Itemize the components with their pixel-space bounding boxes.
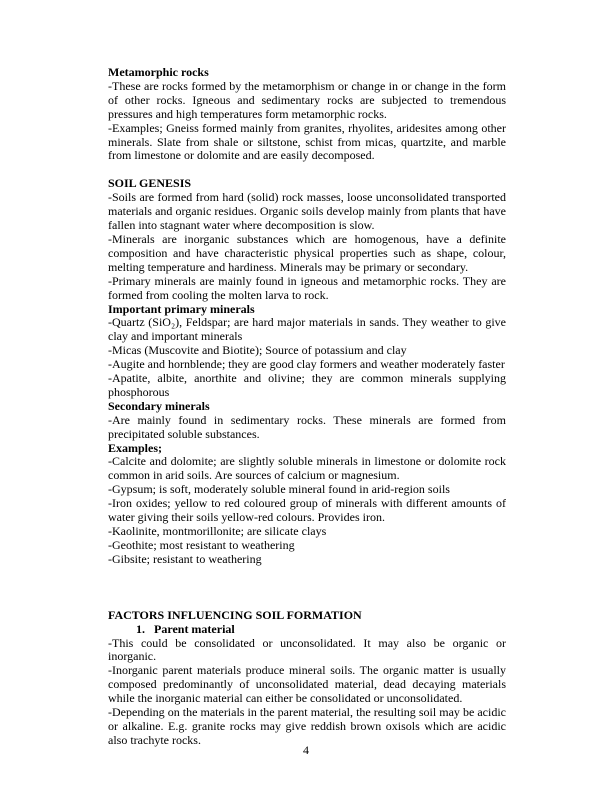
paragraph: -Gibsite; resistant to weathering (108, 551, 262, 566)
paragraph: -Depending on the materials in the parent material, the resulting soil may be acidic or alkaline. E.g. granite rocks may give reddish brown oxisols which are acidic also trachyte rocks. (108, 705, 506, 747)
heading: Important primary minerals (108, 301, 255, 316)
paragraph: -Geothite; most resistant to weathering (108, 537, 295, 552)
page-number: 4 (303, 743, 309, 758)
paragraph: -Quartz (SiO₂), Feldspar; are hard major materials in sands. They weather to give clay and important minerals (108, 315, 506, 344)
paragraph: -Primary minerals are mainly found in igneous and metamorphic rocks. They are formed from cooling the molten larva to rock. (108, 273, 506, 302)
heading: Examples; (108, 440, 162, 455)
paragraph: -Minerals are inorganic substances which are homogenous, have a definite composition and have characteristic physical properties such as shape, colour, melting temperature and hardiness. Minerals may be primary or secondary. (108, 231, 506, 274)
paragraph: -Apatite, albite, anorthite and olivine; they are common minerals supplying phosphorous (108, 371, 506, 399)
paragraph: -Iron oxides; yellow to red coloured group of minerals with different amounts of water giving their soils yellow-red colours. Provides iron. (108, 496, 506, 525)
paragraph: -Soils are formed from hard (solid) rock masses, loose unconsolidated transported materials and organic residues. Organic soils develop mainly from plants that have fallen into stagnant water where decomposition is slow. (108, 190, 506, 233)
paragraph: -Kaolinite, montmorillonite; are silicate clays (108, 524, 327, 538)
paragraph: -Gypsum; is soft, moderately soluble mineral found in arid-region soils (108, 482, 450, 497)
heading: FACTORS INFLUENCING SOIL FORMATION (108, 607, 362, 622)
paragraph: -Calcite and dolomite; are slightly soluble minerals in limestone or dolomite rock common in arid soils. Are sources of calcium or magnesium. (108, 454, 506, 483)
paragraph: -These are rocks formed by the metamorphism or change in or change in the form of other rocks. Igneous and sedimentary rocks are subjected to tremendous pressures and high temperatures form metamorphic rocks. (108, 78, 506, 121)
paragraph: -Micas (Muscovite and Biotite); Source of potassium and clay (108, 343, 407, 358)
spacer-large (108, 567, 506, 609)
heading: Metamorphic rocks (108, 65, 209, 79)
paragraph: -Inorganic parent materials produce mineral soils. The organic matter is usually composed predominantly of unconsolidated material, dead decaying materials while the inorganic material can either be consolidated or unconsolidated. (108, 663, 506, 706)
paragraph: -This could be consolidated or unconsolidated. It may also be organic or inorganic. (108, 635, 506, 664)
paragraph: -Are mainly found in sedimentary rocks. These minerals are formed from precipitated soluble substances. (108, 412, 506, 441)
spacer (108, 163, 506, 177)
paragraph: -Examples; Gneiss formed mainly from granites, rhyolites, aridesites among other minerals. Slate from shale or siltstone, schist from micas, quartzite, and marble from limestone or dolomite and are easily decomposed. (108, 120, 506, 163)
document-body (108, 66, 506, 748)
paragraph: -Augite and hornblende; they are good clay formers and weather moderately faster (108, 357, 505, 372)
heading: SOIL GENESIS (108, 176, 192, 191)
heading: Secondary minerals (108, 398, 210, 413)
numbered-heading: 1. Parent material (136, 621, 235, 636)
